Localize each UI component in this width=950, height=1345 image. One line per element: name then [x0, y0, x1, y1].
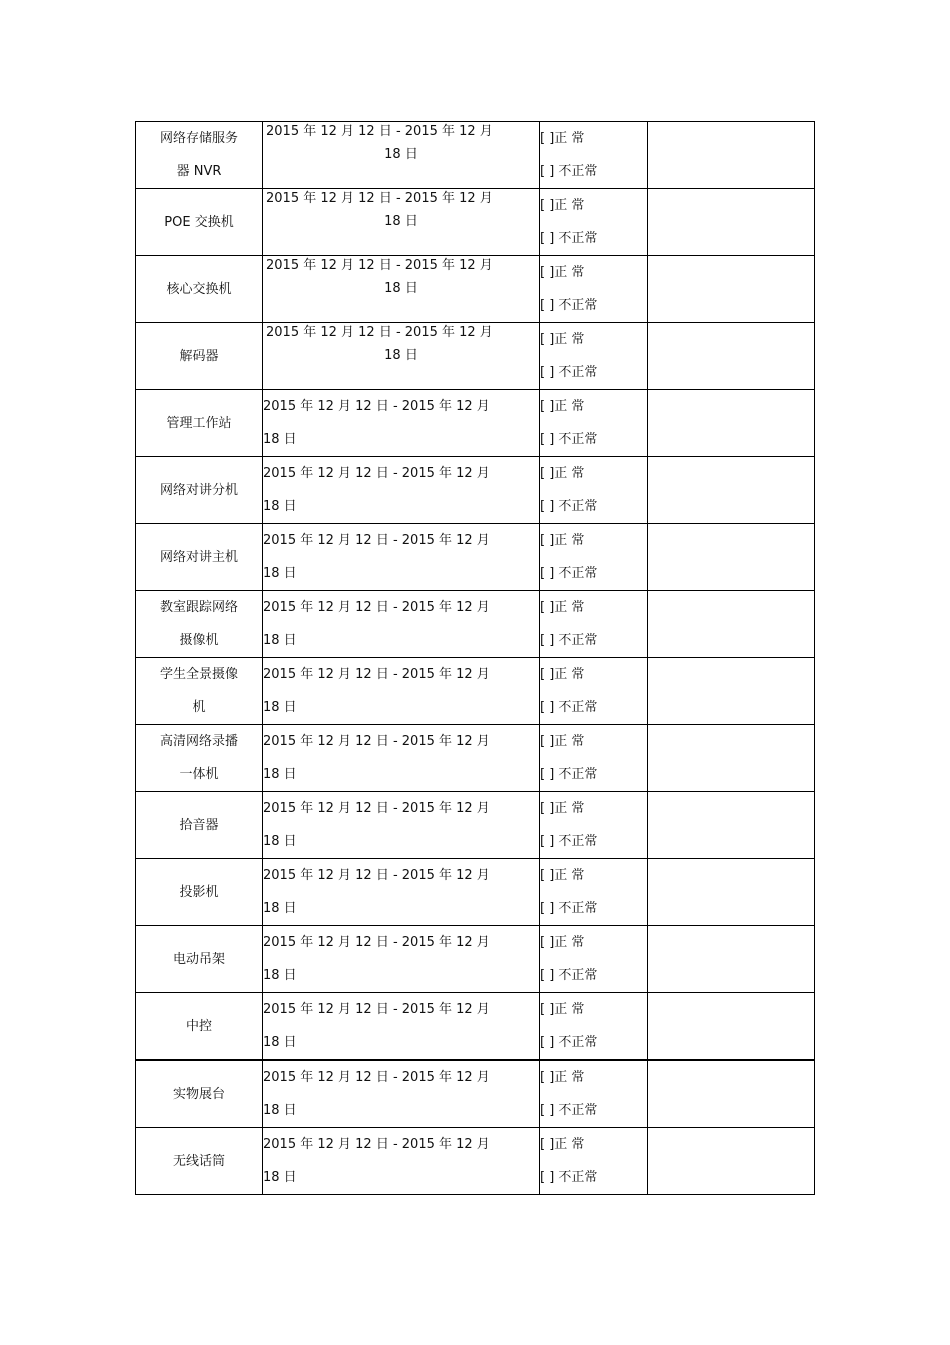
remarks-cell	[648, 926, 815, 993]
remarks-cell	[648, 792, 815, 859]
status-abnormal-checkbox[interactable]: [ ] 不正常	[540, 700, 598, 715]
equipment-name-line: 管理工作站	[166, 415, 232, 431]
status-abnormal-checkbox[interactable]: [ ] 不正常	[540, 365, 598, 380]
status-normal-checkbox[interactable]: [ ]正 常	[540, 466, 585, 481]
equipment-name-line: 电动吊架	[172, 951, 225, 967]
table-row	[136, 1060, 815, 1128]
equipment-name-cell	[136, 390, 263, 457]
date-range-start: 2015 年 12 月 12 日 - 2015 年 12 月	[263, 399, 490, 414]
date-range-start: 2015 年 12 月 12 日 - 2015 年 12 月	[263, 667, 490, 682]
equipment-name-line: 摄像机	[179, 633, 219, 648]
equipment-name-cell	[136, 256, 263, 323]
table-row	[136, 725, 815, 792]
equipment-name-cell	[136, 122, 263, 189]
remarks-cell	[648, 256, 815, 323]
inspection-date-cell	[263, 926, 540, 993]
inspection-date-cell	[263, 256, 540, 323]
inspection-date-cell	[263, 859, 540, 926]
status-abnormal-checkbox[interactable]: [ ] 不正常	[540, 1035, 598, 1050]
inspection-date-cell	[263, 323, 540, 390]
status-cell	[540, 859, 648, 926]
remarks-cell	[648, 993, 815, 1061]
status-cell	[540, 457, 648, 524]
inspection-date-cell	[263, 189, 540, 256]
table-body	[136, 122, 815, 1195]
date-range-start: 2015 年 12 月 12 日 - 2015 年 12 月	[266, 258, 493, 273]
date-range-end: 18 日	[263, 834, 297, 849]
equipment-name-cell	[136, 457, 263, 524]
status-cell	[540, 390, 648, 457]
table-row	[136, 1128, 815, 1195]
date-range-end: 18 日	[384, 348, 418, 363]
equipment-name-cell	[136, 189, 263, 256]
equipment-name-cell	[136, 1128, 263, 1195]
status-cell	[540, 591, 648, 658]
table-row	[136, 859, 815, 926]
table-row	[136, 658, 815, 725]
equipment-name-line: 网络存储服务	[159, 131, 238, 146]
table-row	[136, 323, 815, 390]
status-abnormal-checkbox[interactable]: [ ] 不正常	[540, 1170, 598, 1185]
table-row	[136, 993, 815, 1061]
date-range-start: 2015 年 12 月 12 日 - 2015 年 12 月	[263, 466, 490, 481]
date-range-start: 2015 年 12 月 12 日 - 2015 年 12 月	[263, 1070, 490, 1085]
equipment-name-line: POE 交换机	[164, 214, 234, 230]
equipment-name-line: 解码器	[179, 348, 219, 364]
status-abnormal-checkbox[interactable]: [ ] 不正常	[540, 901, 598, 916]
status-cell	[540, 725, 648, 792]
equipment-name-line: 网络对讲分机	[159, 482, 238, 498]
table-row	[136, 792, 815, 859]
remarks-cell	[648, 725, 815, 792]
date-range-start: 2015 年 12 月 12 日 - 2015 年 12 月	[263, 801, 490, 816]
status-cell	[540, 256, 648, 323]
equipment-name-line: 学生全景摄像	[159, 667, 238, 682]
status-normal-checkbox[interactable]: [ ]正 常	[540, 1137, 585, 1152]
remarks-cell	[648, 859, 815, 926]
equipment-name-line: 无线话筒	[172, 1153, 225, 1169]
status-cell	[540, 189, 648, 256]
date-range-end: 18 日	[263, 767, 297, 782]
date-range-end: 18 日	[263, 700, 297, 715]
date-range-end: 18 日	[263, 633, 297, 648]
equipment-name-cell	[136, 725, 263, 792]
equipment-name-cell	[136, 1060, 263, 1128]
status-abnormal-checkbox[interactable]: [ ] 不正常	[540, 432, 598, 447]
status-abnormal-checkbox[interactable]: [ ] 不正常	[540, 834, 598, 849]
equipment-inspection-table	[135, 121, 815, 1195]
date-range-end: 18 日	[263, 968, 297, 983]
status-abnormal-checkbox[interactable]: [ ] 不正常	[540, 968, 598, 983]
equipment-name-line: 拾音器	[179, 817, 219, 833]
equipment-name-line: 中控	[185, 1018, 212, 1034]
status-normal-checkbox[interactable]: [ ]正 常	[540, 1070, 585, 1085]
inspection-date-cell	[263, 591, 540, 658]
date-range-end: 18 日	[384, 147, 418, 162]
date-range-start: 2015 年 12 月 12 日 - 2015 年 12 月	[266, 124, 493, 139]
status-normal-checkbox[interactable]: [ ]正 常	[540, 734, 585, 749]
equipment-name-cell	[136, 524, 263, 591]
status-cell	[540, 792, 648, 859]
table-row	[136, 457, 815, 524]
date-range-end: 18 日	[263, 566, 297, 581]
status-cell	[540, 993, 648, 1061]
date-range-start: 2015 年 12 月 12 日 - 2015 年 12 月	[263, 533, 490, 548]
table-row	[136, 591, 815, 658]
remarks-cell	[648, 658, 815, 725]
status-abnormal-checkbox[interactable]: [ ] 不正常	[540, 164, 598, 179]
equipment-name-cell	[136, 323, 263, 390]
status-normal-checkbox[interactable]: [ ]正 常	[540, 868, 585, 883]
equipment-name-line: 一体机	[179, 767, 219, 782]
equipment-name-cell	[136, 591, 263, 658]
remarks-cell	[648, 390, 815, 457]
date-range-start: 2015 年 12 月 12 日 - 2015 年 12 月	[266, 191, 493, 206]
date-range-start: 2015 年 12 月 12 日 - 2015 年 12 月	[263, 1002, 490, 1017]
date-range-start: 2015 年 12 月 12 日 - 2015 年 12 月	[263, 600, 490, 615]
remarks-cell	[648, 122, 815, 189]
status-normal-checkbox[interactable]: [ ]正 常	[540, 667, 585, 682]
status-cell	[540, 122, 648, 189]
table-row	[136, 524, 815, 591]
inspection-date-cell	[263, 658, 540, 725]
status-normal-checkbox[interactable]: [ ]正 常	[540, 198, 585, 213]
table-row	[136, 189, 815, 256]
status-normal-checkbox[interactable]: [ ]正 常	[540, 332, 585, 347]
inspection-date-cell	[263, 993, 540, 1061]
status-normal-checkbox[interactable]: [ ]正 常	[540, 1002, 585, 1017]
status-normal-checkbox[interactable]: [ ]正 常	[540, 935, 585, 950]
inspection-date-cell	[263, 1128, 540, 1195]
equipment-name-line: 高清网络录播	[159, 734, 238, 749]
table-row	[136, 926, 815, 993]
status-cell	[540, 323, 648, 390]
remarks-cell	[648, 457, 815, 524]
status-normal-checkbox[interactable]: [ ]正 常	[540, 399, 585, 414]
status-abnormal-checkbox[interactable]: [ ] 不正常	[540, 231, 598, 246]
inspection-date-cell	[263, 792, 540, 859]
status-abnormal-checkbox[interactable]: [ ] 不正常	[540, 1103, 598, 1118]
remarks-cell	[648, 323, 815, 390]
status-cell	[540, 524, 648, 591]
date-range-end: 18 日	[263, 901, 297, 916]
equipment-name-line: 教室跟踪网络	[159, 600, 238, 615]
remarks-cell	[648, 1060, 815, 1128]
date-range-start: 2015 年 12 月 12 日 - 2015 年 12 月	[263, 935, 490, 950]
date-range-end: 18 日	[263, 432, 297, 447]
table-row	[136, 390, 815, 457]
inspection-date-cell	[263, 122, 540, 189]
status-normal-checkbox[interactable]: [ ]正 常	[540, 131, 585, 146]
equipment-name-line: 机	[192, 700, 206, 715]
equipment-name-line: 核心交换机	[166, 281, 232, 297]
inspection-date-cell	[263, 725, 540, 792]
table-row	[136, 256, 815, 323]
date-range-end: 18 日	[384, 281, 418, 296]
status-cell	[540, 1128, 648, 1195]
inspection-date-cell	[263, 524, 540, 591]
remarks-cell	[648, 591, 815, 658]
date-range-end: 18 日	[263, 499, 297, 514]
status-cell	[540, 926, 648, 993]
inspection-date-cell	[263, 1060, 540, 1128]
status-normal-checkbox[interactable]: [ ]正 常	[540, 265, 585, 280]
equipment-name-line: 实物展台	[172, 1086, 225, 1102]
date-range-start: 2015 年 12 月 12 日 - 2015 年 12 月	[263, 734, 490, 749]
inspection-date-cell	[263, 457, 540, 524]
table-row	[136, 122, 815, 189]
equipment-name-cell	[136, 859, 263, 926]
date-range-start: 2015 年 12 月 12 日 - 2015 年 12 月	[263, 868, 490, 883]
date-range-start: 2015 年 12 月 12 日 - 2015 年 12 月	[263, 1137, 490, 1152]
date-range-end: 18 日	[263, 1103, 297, 1118]
status-normal-checkbox[interactable]: [ ]正 常	[540, 533, 585, 548]
equipment-name-cell	[136, 926, 263, 993]
status-normal-checkbox[interactable]: [ ]正 常	[540, 600, 585, 615]
equipment-name-cell	[136, 792, 263, 859]
equipment-name-line: 器 NVR	[176, 164, 222, 179]
equipment-name-cell	[136, 658, 263, 725]
status-normal-checkbox[interactable]: [ ]正 常	[540, 801, 585, 816]
status-abnormal-checkbox[interactable]: [ ] 不正常	[540, 767, 598, 782]
date-range-end: 18 日	[263, 1170, 297, 1185]
status-abnormal-checkbox[interactable]: [ ] 不正常	[540, 298, 598, 313]
equipment-name-line: 投影机	[179, 884, 219, 900]
status-abnormal-checkbox[interactable]: [ ] 不正常	[540, 633, 598, 648]
status-cell	[540, 658, 648, 725]
date-range-end: 18 日	[263, 1035, 297, 1050]
status-abnormal-checkbox[interactable]: [ ] 不正常	[540, 566, 598, 581]
date-range-end: 18 日	[384, 214, 418, 229]
status-abnormal-checkbox[interactable]: [ ] 不正常	[540, 499, 598, 514]
remarks-cell	[648, 524, 815, 591]
remarks-cell	[648, 1128, 815, 1195]
status-cell	[540, 1060, 648, 1128]
equipment-name-line: 网络对讲主机	[159, 549, 238, 565]
remarks-cell	[648, 189, 815, 256]
inspection-date-cell	[263, 390, 540, 457]
date-range-start: 2015 年 12 月 12 日 - 2015 年 12 月	[266, 325, 493, 340]
equipment-name-cell	[136, 993, 263, 1061]
